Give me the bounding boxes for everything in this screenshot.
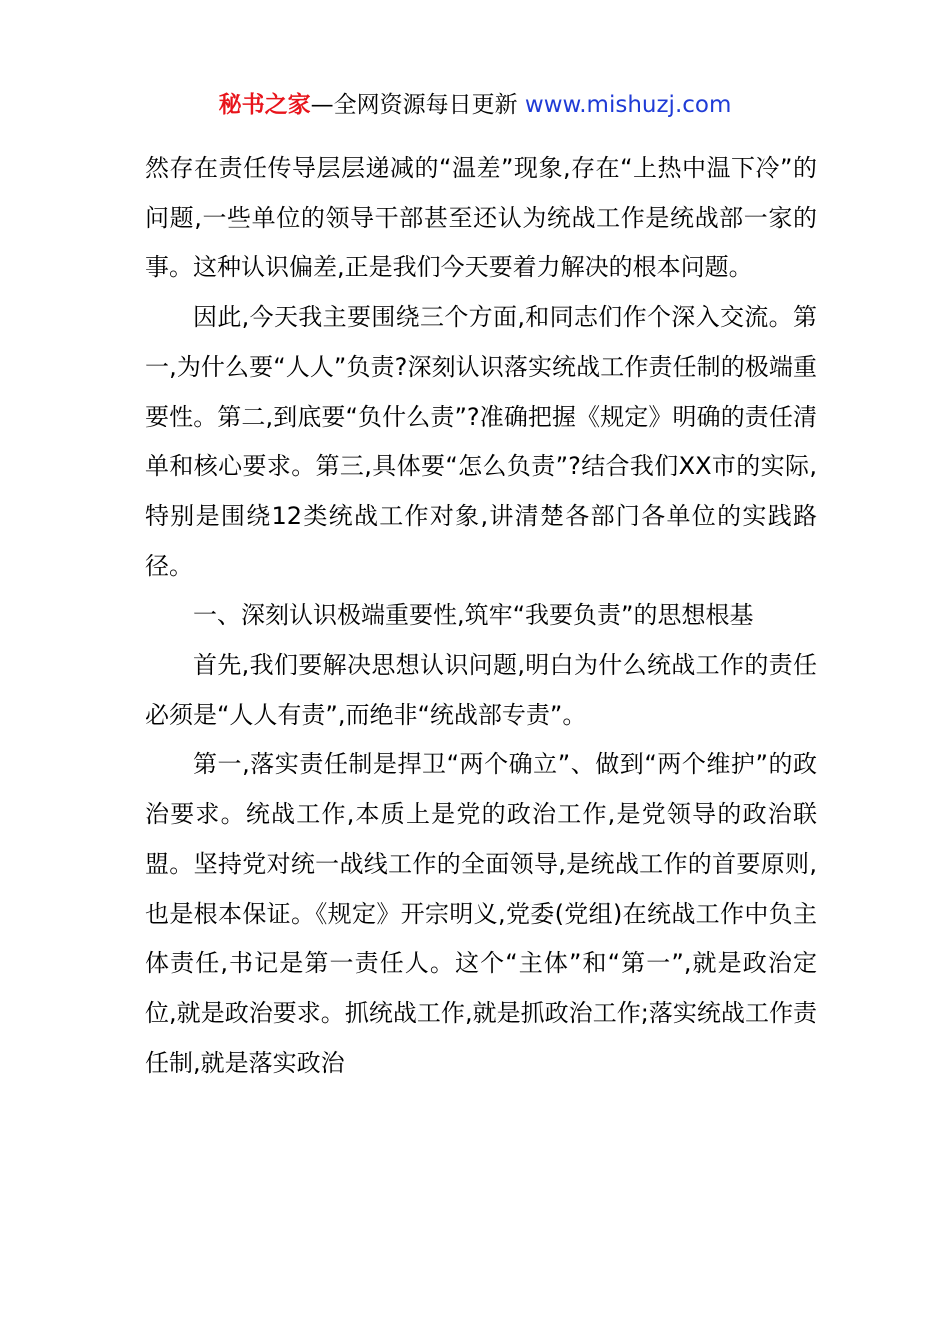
site-url-link[interactable]: www.mishuzj.com <box>524 92 732 118</box>
page-header <box>0 86 950 124</box>
paragraph-overview: 因此,今天我主要围绕三个方面,和同志们作个深入交流。第一,为什么要“人人”负责?深刻认识落实统战工作责任制的极端重要性。第二,到底要“负什么责”?准确把握《规定》明确的责任清单和核心要求。第三,具体要“怎么负责”?结合我们XX市的实际,特别是围绕12类统战工作对象,讲清楚各部门各单位的实践路径。 <box>145 303 817 580</box>
document-body <box>145 144 817 1088</box>
site-tagline: —全网资源每日更新 <box>310 92 525 118</box>
paragraph-intro: 首先,我们要解决思想认识问题,明白为什么统战工作的责任必须是“人人有责”,而绝非“统战部专责”。 <box>145 651 817 729</box>
paragraph-point-one: 第一,落实责任制是捍卫“两个确立”、做到“两个维护”的政治要求。统战工作,本质上是党的政治工作,是党领导的政治联盟。坚持党对统一战线工作的全面领导,是统战工作的首要原则,也是根本保证。《规定》开宗明义,党委(党组)在统战工作中负主体责任,书记是第一责任人。这个“主体”和“第一”,就是政治定位,就是政治要求。抓统战工作,就是抓政治工作;落实统战工作责任制,就是落实政治 <box>145 750 817 1077</box>
paragraph-continuation: 然存在责任传导层层递减的“温差”现象,存在“上热中温下冷”的问题,一些单位的领导干部甚至还认为统战工作是统战部一家的事。这种认识偏差,正是我们今天要着力解决的根本问题。 <box>145 154 817 282</box>
site-brand: 秘书之家 <box>218 92 311 118</box>
section-heading: 一、深刻认识极端重要性,筑牢“我要负责”的思想根基 <box>193 601 754 630</box>
